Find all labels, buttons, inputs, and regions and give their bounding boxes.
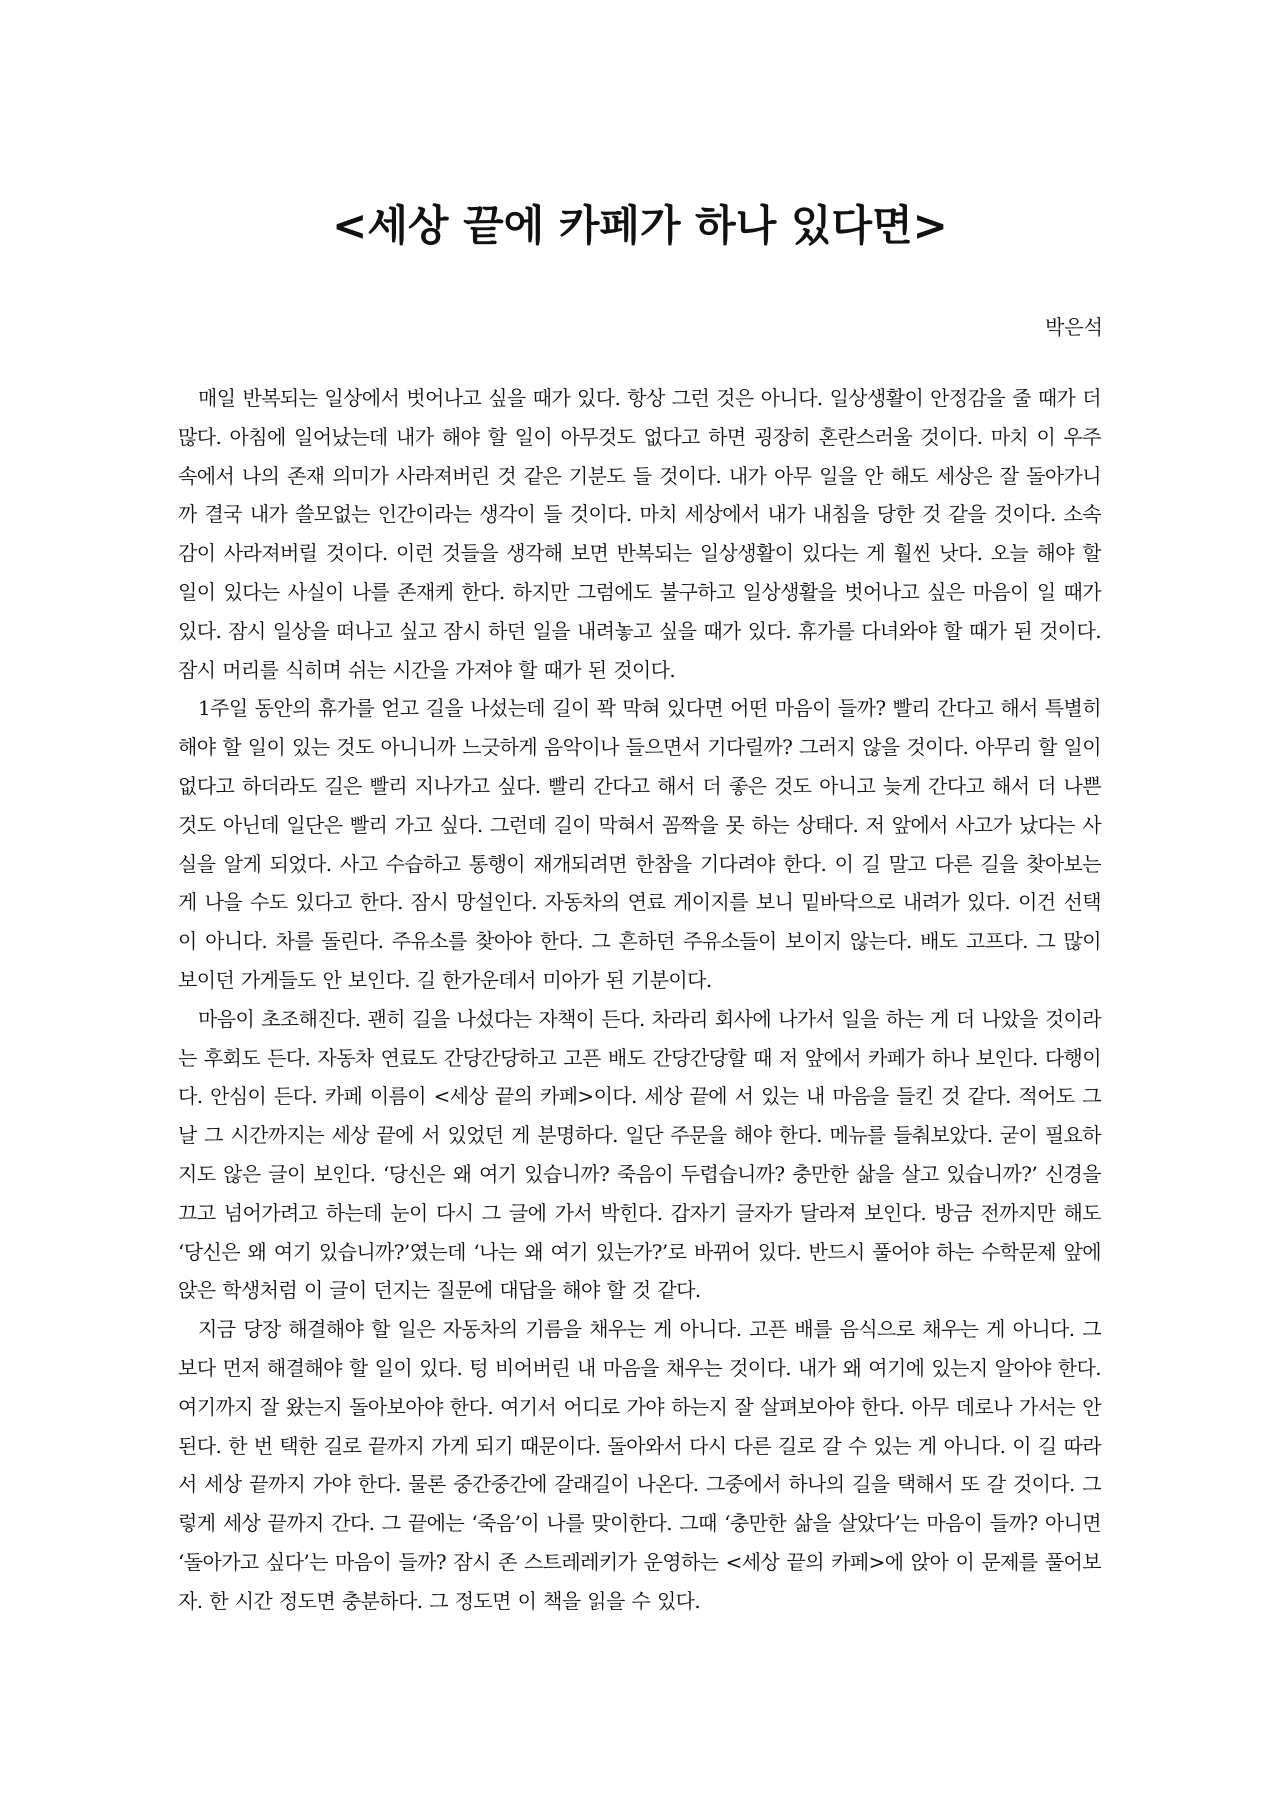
paragraph-2: 1주일 동안의 휴가를 얻고 길을 나섰는데 길이 꽉 막혀 있다면 어떤 마음이 들까? 빨리 간다고 해서 특별히 해야 할 일이 있는 것도 아니니까 느긋하게 음악이나 들으면서 기다릴까? 그러지 않을 것이다. 아무리 할 일이 없다고 하더라도 길은 빨리 지나가고 싶다. 빨리 간다고 해서 더 좋은 것도 아니고 늦게 간다고 해서 더 나쁜 것도 아닌데 일단은 빨리 가고 싶다. 그런데 길이 막혀서 꼼짝을 못 하는 상태다. 저 앞에서 사고가 났다는 사실을 알게 되었다. 사고 수습하고 통행이 재개되려면 한참을 기다려야 한다. 이 길 말고 다른 길을 찾아보는 게 나을 수도 있다고 한다. 잠시 망설인다. 자동차의 연료 게이지를 보니 밑바닥으로 내려가 있다. 이건 선택이 아니다. 차를 돌린다. 주유소를 찾아야 한다. 그 흔하던 주유소들이 보이지 않는다. 배도 고프다. 그 많이 보이던 가게들도 안 보인다. 길 한가운데서 미아가 된 기분이다. [178, 696, 1101, 992]
paragraph-3: 마음이 초조해진다. 괜히 길을 나섰다는 자책이 든다. 차라리 회사에 나가서 일을 하는 게 더 나았을 것이라는 후회도 든다. 자동차 연료도 간당간당하고 고픈 배도 간당간당할 때 저 앞에서 카페가 하나 보인다. 다행이다. 안심이 든다. 카페 이름이 <세상 끝의 카페>이다. 세상 끝에 서 있는 내 마음을 들킨 것 같다. 적어도 그날 그 시간까지는 세상 끝에 서 있었던 게 분명하다. 일단 주문을 해야 한다. 메뉴를 들춰보았다. 굳이 필요하지도 않은 글이 보인다. ‘당신은 왜 여기 있습니까? 죽음이 두렵습니까? 충만한 삶을 살고 있습니까?’ 신경을 끄고 넘어가려고 하는데 눈이 다시 그 글에 가서 박힌다. 갑자기 글자가 달라져 보인다. 방금 전까지만 해도 ‘당신은 왜 여기 있습니까?’였는데 ‘나는 왜 여기 있는가?’로 바뀌어 있다. 반드시 풀어야 하는 수학문제 앞에 앉은 학생처럼 이 글이 던지는 질문에 대답을 해야 할 것 같다. [178, 1006, 1101, 1303]
paragraph-4: 지금 당장 해결해야 할 일은 자동차의 기름을 채우는 게 아니다. 고픈 배를 음식으로 채우는 게 아니다. 그보다 먼저 해결해야 할 일이 있다. 텅 비어버린 내 마음을 채우는 것이다. 내가 왜 여기에 있는지 알아야 한다. 여기까지 잘 왔는지 돌아보아야 한다. 여기서 어디로 가야 하는지 잘 살펴보아야 한다. 아무 데로나 가서는 안 된다. 한 번 택한 길로 끝까지 가게 되기 때문이다. 돌아와서 다시 다른 길로 갈 수 있는 게 아니다. 이 길 따라서 세상 끝까지 가야 한다. 물론 중간중간에 갈래길이 나온다. 그중에서 하나의 길을 택해서 또 갈 것이다. 그렇게 세상 끝까지 간다. 그 끝에는 ‘죽음’이 나를 맞이한다. 그때 ‘충만한 삶을 살았다’는 마음이 들까? 아니면 ‘돌아가고 싶다’는 마음이 들까? 잠시 존 스트레레키가 운영하는 <세상 끝의 카페>에 앉아 이 문제를 풀어보자. 한 시간 정도면 충분하다. 그 정도면 이 책을 읽을 수 있다. [178, 1317, 1101, 1613]
document-title: <세상 끝에 카페가 하나 있다면> [332, 201, 948, 250]
paragraph-1: 매일 반복되는 일상에서 벗어나고 싶을 때가 있다. 항상 그런 것은 아니다. 일상생활이 안정감을 줄 때가 더 많다. 아침에 일어났는데 내가 해야 할 일이 아무것도 없다고 하면 굉장히 혼란스러울 것이다. 마치 이 우주 속에서 나의 존재 의미가 사라져버린 것 같은 기분도 들 것이다. 내가 아무 일을 안 해도 세상은 잘 돌아가니까 결국 내가 쓸모없는 인간이라는 생각이 들 것이다. 마치 세상에서 내가 내침을 당한 것 같을 것이다. 소속감이 사라져버릴 것이다. 이런 것들을 생각해 보면 반복되는 일상생활이 있다는 게 훨씬 낫다. 오늘 해야 할 일이 있다는 사실이 나를 존재케 한다. 하지만 그럼에도 불구하고 일상생활을 벗어나고 싶은 마음이 일 때가 있다. 잠시 일상을 떠나고 싶고 잠시 하던 일을 내려놓고 싶을 때가 있다. 휴가를 다녀와야 할 때가 된 것이다. 잠시 머리를 식히며 쉬는 시간을 가져야 할 때가 된 것이다. [178, 386, 1101, 682]
author-name: 박은석 [1045, 315, 1103, 339]
essay-body [178, 379, 1101, 1621]
